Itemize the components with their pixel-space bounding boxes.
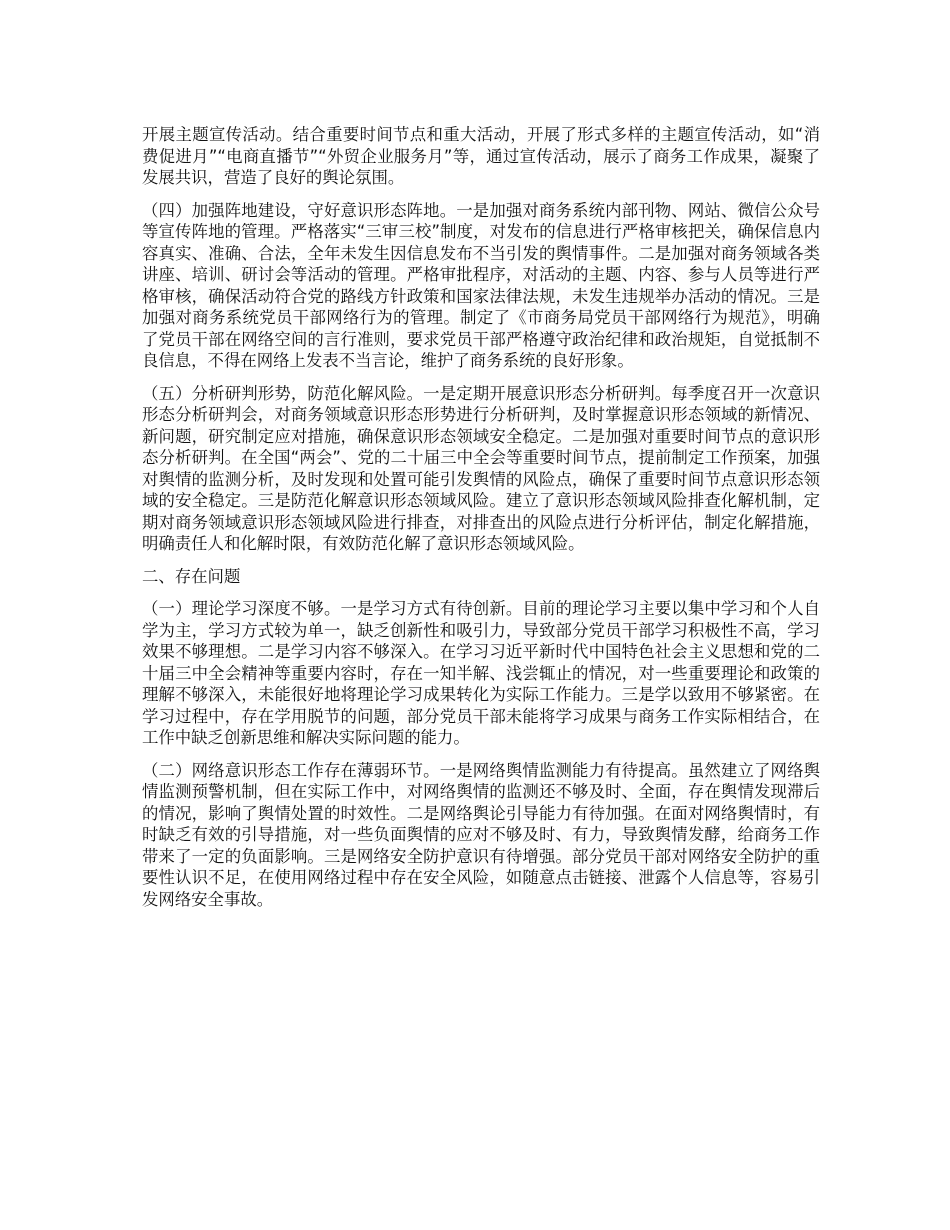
paragraph-section-four: （四）加强阵地建设，守好意识形态阵地。一是加强对商务系统内部刊物、网站、微信公众号等宣传阵地的管理。严格落实“三审三校”制度，对发布的信息进行严格审核把关，确保信息内容真实、准确、合法，全年未发生因信息发布不当引发的舆情事件。二是加强对商务领域各类讲座、培训、研讨会等活动的管理。严格审批程序，对活动的主题、内容、参与人员等进行严格审核，确保活动符合党的路线方针政策和国家法律法规，未发生违规举办活动的情况。三是加强对商务系统党员干部网络行为的管理。制定了《市商务局党员干部网络行为规范》，明确了党员干部在网络空间的言行准则，要求党员干部严格遵守政治纪律和政治规矩，自觉抵制不良信息，不得在网络上发表不当言论，维护了商务系统的良好形象。: [142, 200, 820, 370]
paragraph-section-five: （五）分析研判形势，防范化解风险。一是定期开展意识形态分析研判。每季度召开一次意识形态分析研判会，对商务领域意识形态形势进行分析研判，及时掌握意识形态领域的新情况、新问题，研究制定应对措施，确保意识形态领域安全稳定。二是加强对重要时间节点的意识形态分析研判。在全国“两会”、党的二十届三中全会等重要时间节点，提前制定工作预案，加强对舆情的监测分析，及时发现和处置可能引发舆情的风险点，确保了重要时间节点意识形态领域的安全稳定。三是防范化解意识形态领域风险。建立了意识形态领域风险排查化解机制，定期对商务领域意识形态领域风险进行排查，对排查出的风险点进行分析评估，制定化解措施，明确责任人和化解时限，有效防范化解了意识形态领域风险。: [142, 383, 820, 553]
paragraph-problem-one: （一）理论学习深度不够。一是学习方式有待创新。目前的理论学习主要以集中学习和个人自学为主，学习方式较为单一，缺乏创新性和吸引力，导致部分党员干部学习积极性不高，学习效果不够理想。二是学习内容不够深入。在学习习近平新时代中国特色社会主义思想和党的二十届三中全会精神等重要内容时，存在一知半解、浅尝辄止的情况，对一些重要理论和政策的理解不够深入，未能很好地将理论学习成果转化为实际工作能力。三是学以致用不够紧密。在学习过程中，存在学用脱节的问题，部分党员干部未能将学习成果与商务工作实际相结合，在工作中缺乏创新思维和解决实际问题的能力。: [142, 599, 820, 747]
section-heading-problems: 二、存在问题: [142, 566, 241, 586]
paragraph-propaganda-activities: 开展主题宣传活动。结合重要时间节点和重大活动，开展了形式多样的主题宣传活动，如“消费促进月”“电商直播节”“外贸企业服务月”等，通过宣传活动，展示了商务工作成果，凝聚了发展共识，营造了良好的舆论氛围。: [142, 125, 820, 187]
document-page: [142, 124, 820, 921]
paragraph-problem-two: （二）网络意识形态工作存在薄弱环节。一是网络舆情监测能力有待提高。虽然建立了网络舆情监测预警机制，但在实际工作中，对网络舆情的监测还不够及时、全面，存在舆情发现滞后的情况，影响了舆情处置的时效性。二是网络舆论引导能力有待加强。在面对网络舆情时，有时缺乏有效的引导措施，对一些负面舆情的应对不够及时、有力，导致舆情发酵，给商务工作带来了一定的负面影响。三是网络安全防护意识有待增强。部分党员干部对网络安全防护的重要性认识不足，在使用网络过程中存在安全风险，如随意点击链接、泄露个人信息等，容易引发网络安全事故。: [142, 760, 820, 909]
